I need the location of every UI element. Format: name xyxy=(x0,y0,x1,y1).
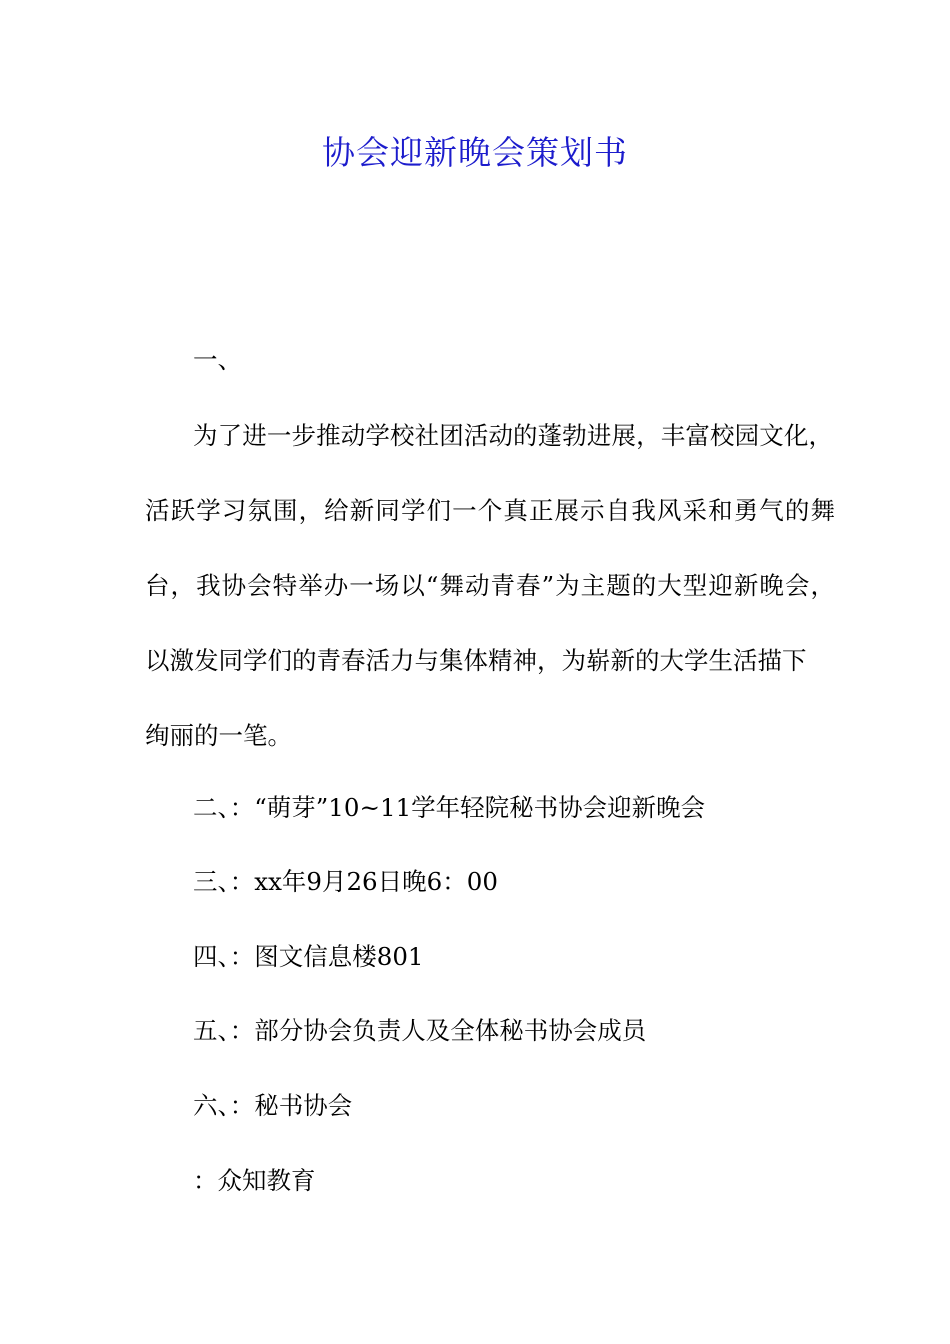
paragraph-line: 为了进一步推动学校社团活动的蓬勃进展，丰富校园文化， xyxy=(193,421,833,450)
item-five: 五、：部分协会负责人及全体秘书协会成员 xyxy=(193,1016,647,1045)
paragraph-line: 绚丽的一笔。 xyxy=(145,721,292,750)
paragraph-line: 以激发同学们的青春活力与集体精神，为崭新的大学生活描下 xyxy=(145,646,807,675)
paragraph-line: 活跃学习氛围，给新同学们一个真正展示自我风采和勇气的舞 xyxy=(145,496,835,525)
item-three: 三、：xx年9月26日晚6：00 xyxy=(193,867,498,896)
document-title: 协会迎新晚会策划书 xyxy=(322,133,628,172)
item-six: 六、：秘书协会 xyxy=(193,1091,353,1120)
item-seven: ：众知教育 xyxy=(193,1166,316,1195)
item-four: 四、：图文信息楼801 xyxy=(193,942,424,971)
paragraph-line: 台，我协会特举办一场以“舞动青春”为主题的大型迎新晚会， xyxy=(145,571,835,600)
section-one-heading: 一、 xyxy=(193,345,242,374)
item-two: 二、：“萌芽”10~11学年轻院秘书协会迎新晚会 xyxy=(193,793,706,822)
